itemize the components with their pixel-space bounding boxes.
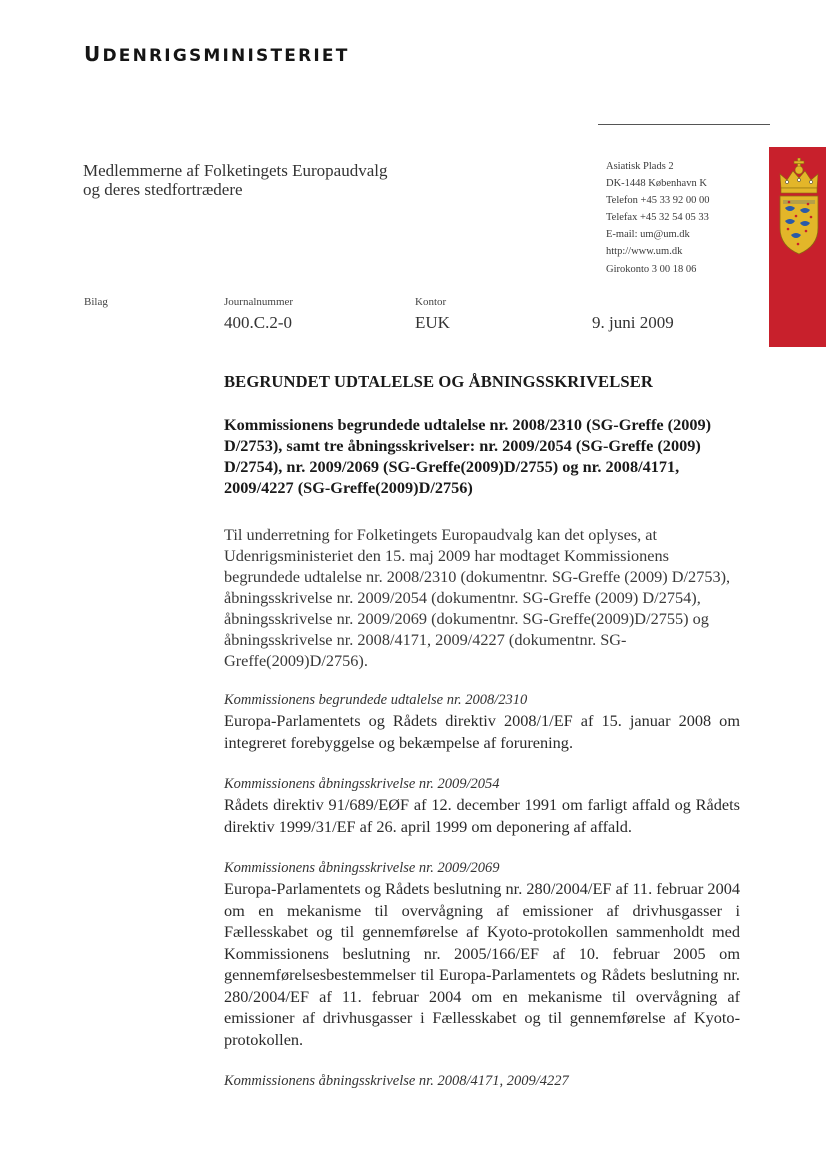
- address-giro: Girokonto 3 00 18 06: [606, 263, 697, 275]
- recipient-line: og deres stedfortrædere: [83, 180, 243, 199]
- address-block: [606, 158, 709, 278]
- address-street: Asiatisk Plads 2: [606, 161, 674, 172]
- address-phone: Telefon +45 33 92 00 00: [606, 195, 710, 207]
- journal-value: 400.C.2-0: [224, 313, 292, 332]
- section-title: Kommissionens åbningsskrivelse nr. 2009/2069: [224, 860, 500, 876]
- address-city: DK-1448 København K: [606, 178, 707, 190]
- letter-date: 9. juni 2009: [592, 313, 674, 332]
- coat-of-arms-icon: [776, 158, 822, 258]
- section-body: Rådets direktiv 91/689/EØF af 12. december 1991 om farligt affald og Rådets direktiv 1999/31/EF af 26. april 1999 om deponering af affald.: [224, 795, 740, 836]
- ministry-initial: U: [84, 42, 103, 66]
- section-title: Kommissionens åbningsskrivelse nr. 2009/2054: [224, 776, 500, 792]
- recipient-line: Medlemmerne af Folketingets Europaudvalg: [83, 161, 388, 180]
- address-email[interactable]: E-mail: um@um.dk: [606, 229, 690, 241]
- kontor-value: EUK: [415, 313, 450, 332]
- ministry-name: [84, 42, 350, 66]
- kontor-label: Kontor: [415, 296, 447, 308]
- journal-label: Journalnummer: [224, 296, 294, 308]
- recipient-block: [83, 161, 388, 199]
- address-fax: Telefax +45 32 54 05 33: [606, 212, 709, 224]
- ministry-rest: DENRIGSMINISTERIET: [102, 46, 350, 66]
- header-rule: [598, 124, 770, 125]
- intro-paragraph: Til underretning for Folketingets Europaudvalg kan det oplyses, at Udenrigsministeriet den 15. maj 2009 har modtaget Kommissionens begrundede udtalelse nr. 2008/2310 (dokumentnr. SG-Greffe (2009) D/2753), åbningsskrivelse nr. 2009/2054 (dokumentnr. SG-Greffe (2009) D/2754), åbningsskrivelse nr. 2009/2069 (dokumentnr. SG-Greffe(2009)D/2755) og åbningsskrivelse nr. 2008/4171, 2009/4227 (dokumentnr. SG-Greffe(2009)D/2756).: [224, 525, 731, 670]
- letter-body: [224, 372, 740, 1091]
- section-body: Europa-Parlamentets og Rådets beslutning nr. 280/2004/EF af 11. februar 2004 om en mekanisme til overvågning af emissioner af drivhusgasser i Fællesskabet og til gennemførelse af Kyoto-protokollen sammenholdt med Kommissionens beslutning nr. 2005/166/EF af 10. februar 2005 om gennemførelsesbestemmelser til Europa-Parlamentets og Rådets beslutning nr. 280/2004/EF af 11. februar 2004 om en mekanisme til overvågning af emissioner af drivhusgasser i Fællesskabet og til gennemførelse af Kyoto-protokollen.: [224, 879, 740, 1049]
- section-title: Kommissionens åbningsskrivelse nr. 2008/4171, 2009/4227: [224, 1073, 569, 1089]
- section-body: Europa-Parlamentets og Rådets direktiv 2008/1/EF af 15. januar 2008 om integreret forebyggelse og bekæmpelse af forurening.: [224, 711, 740, 752]
- section-title: Kommissionens begrundede udtalelse nr. 2008/2310: [224, 692, 528, 708]
- address-website[interactable]: http://www.um.dk: [606, 246, 683, 258]
- bilag-label: Bilag: [84, 296, 108, 308]
- document-heading: BEGRUNDET UDTALELSE OG ÅBNINGSSKRIVELSER: [224, 372, 653, 391]
- document-subheading: Kommissionens begrundede udtalelse nr. 2008/2310 (SG-Greffe (2009) D/2753), samt tre åbningsskrivelser: nr. 2009/2054 (SG-Greffe (2009) D/2754), nr. 2009/2069 (SG-Greffe(2009)D/2755) og nr. 2008/4171, 2009/4227 (SG-Greffe(2009)D/2756): [224, 415, 712, 497]
